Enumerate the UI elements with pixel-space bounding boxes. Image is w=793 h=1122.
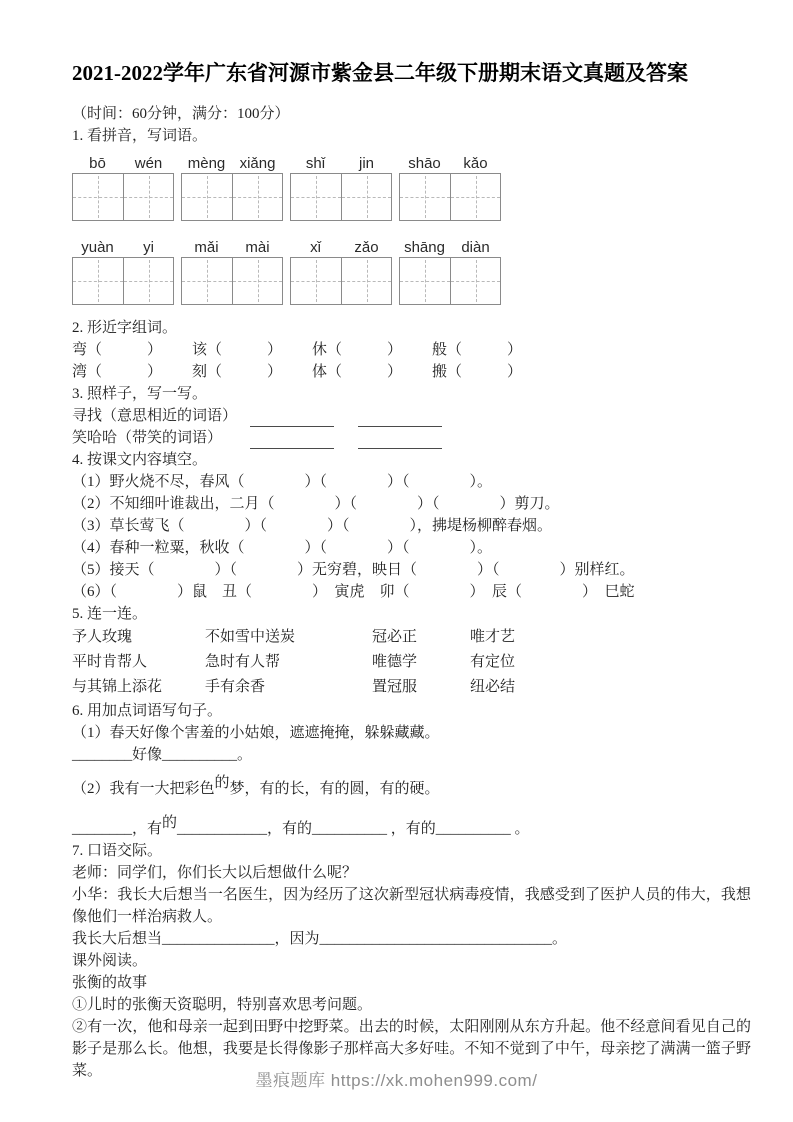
pinyin-label-group [290, 155, 392, 172]
q2-word-cell: 体（ ） [312, 364, 403, 381]
story-paragraph-2: ②有一次，他和母亲一起到田野中挖野菜。出去的时候，太阳刚刚从东方升起。他不经意间看见自己的影子是那么长。他想，我要是长得像影子那样高大多好哇。不知不觉到了中午，母亲挖了满满一篮子野菜。 [72, 1019, 751, 1080]
writing-grid-group [72, 257, 174, 305]
q4-item: （3）草长莺飞（ ）（ ）（ ），拂堤杨柳醉春烟。 [72, 518, 553, 535]
q4-item: （4）春种一粒粟，秋收（ ）（ ）（ ）。 [72, 540, 493, 557]
q3-example-prompt: 寻找（意思相近的词语） [72, 408, 238, 425]
question-5-header: 5. 连一连。 [72, 606, 148, 623]
match-item: 有定位 [470, 654, 516, 671]
writing-grid-cell [341, 174, 391, 220]
writing-grid-cell [400, 258, 450, 304]
pinyin-label: yuàn [81, 239, 114, 257]
pinyin-label: wén [134, 155, 163, 173]
match-item: 予人玫瑰 [72, 629, 133, 646]
pinyin-label: kǎo [463, 155, 488, 173]
pinyin-label: mài [245, 239, 270, 257]
pinyin-labels-row-1 [72, 155, 751, 172]
writing-grid-cell [123, 258, 173, 304]
q6-answer-2-text: ________，有 [72, 821, 163, 838]
match-item: 置冠服 [372, 679, 418, 696]
writing-grid-cell [291, 174, 341, 220]
page-title: 2021-2022学年广东省河源市紫金县二年级下册期末语文真题及答案 [72, 61, 688, 85]
match-item: 冠必正 [372, 629, 418, 646]
q5-match-grid [72, 625, 751, 700]
reading-section-header: 课外阅读。 [72, 953, 148, 970]
writing-grid-cell [123, 174, 173, 220]
match-item: 不如雪中送炭 [205, 629, 296, 646]
match-item: 唯才艺 [470, 629, 516, 646]
q3-example-row [72, 405, 751, 427]
q6-item-1: （1）春天好像个害羞的小姑娘，遮遮掩掩，躲躲藏藏。 [72, 725, 440, 742]
match-item: 纽必结 [470, 679, 516, 696]
writing-grid-cell [450, 174, 500, 220]
pinyin-labels-row-2 [72, 239, 751, 256]
pinyin-label-group [72, 155, 174, 172]
q4-item: （2）不知细叶谁裁出，二月（ ）（ ）（ ）剪刀。 [72, 496, 560, 513]
blank-line [358, 410, 442, 427]
writing-grid-group [181, 257, 283, 305]
pinyin-label-group [290, 239, 392, 256]
writing-grid-row-2 [72, 257, 751, 305]
pinyin-label: shāng [404, 239, 445, 257]
q4-item: （6）（ ）鼠 丑（ ） 寅虎 卯（ ） 辰（ ） 巳蛇 [72, 584, 635, 601]
writing-grid-group [290, 173, 392, 221]
pinyin-label: jin [358, 155, 374, 173]
pinyin-label-group [399, 155, 501, 172]
writing-grid-row-1 [72, 173, 751, 221]
teacher-line: 老师：同学们，你们长大以后想做什么呢？ [72, 865, 358, 882]
q4-item: （1）野火烧不尽，春风（ ）（ ）（ ）。 [72, 474, 493, 491]
question-3 [72, 383, 751, 449]
question-7 [72, 840, 751, 950]
writing-grid-group [290, 257, 392, 305]
writing-grid-cell [291, 258, 341, 304]
emphasized-de: 的 [214, 775, 230, 792]
writing-grid-cell [182, 174, 232, 220]
q6-item-2-text: 梦，有的长，有的圆，有的硬。 [229, 781, 440, 798]
pinyin-label: zǎo [354, 239, 379, 257]
pinyin-label: shāo [408, 155, 441, 173]
question-6-header: 6. 用加点词语写句子。 [72, 703, 223, 720]
pinyin-label: xǐ [310, 239, 321, 257]
question-7-header: 7. 口语交际。 [72, 843, 163, 860]
writing-grid-cell [232, 174, 282, 220]
emphasized-de: 的 [162, 815, 178, 832]
writing-grid-group [399, 173, 501, 221]
q6-item-2-text: （2）我有一大把彩色 [72, 781, 215, 798]
q2-row-2 [72, 361, 751, 383]
q2-word-cell: 刻（ ） [192, 364, 283, 381]
pinyin-label-group [181, 155, 283, 172]
q4-item: （5）接天（ ）（ ）无穷碧，映日（ ）（ ）别样红。 [72, 562, 635, 579]
match-item: 急时有人帮 [205, 654, 281, 671]
q6-answer-2-text: ____________，有的__________ ，有的__________ 。 [177, 821, 530, 838]
pinyin-label: xiǎng [239, 155, 276, 173]
q2-row-1 [72, 339, 751, 361]
blank-line [250, 410, 334, 427]
blank-line [358, 432, 442, 449]
pinyin-label-group [181, 239, 283, 256]
question-6 [72, 700, 751, 840]
pinyin-label: mèng [187, 155, 226, 173]
q3-example-row [72, 427, 751, 449]
q7-answer-line: 我长大后想当_______________，因为_______________________________。 [72, 931, 568, 948]
question-1 [72, 125, 751, 305]
story-paragraph-1: ①儿时的张衡天资聪明，特别喜欢思考问题。 [72, 997, 373, 1014]
blank-line [250, 432, 334, 449]
writing-grid-group [72, 173, 174, 221]
question-4 [72, 449, 751, 603]
pinyin-label: diàn [461, 239, 490, 257]
question-5 [72, 603, 751, 700]
reading-section [72, 950, 751, 1082]
question-2-header: 2. 形近字组词。 [72, 320, 178, 337]
exam-info-line: （时间：60分钟，满分：100分） [72, 106, 290, 123]
pinyin-label: shǐ [305, 155, 326, 173]
question-3-header: 3. 照样子，写一写。 [72, 386, 208, 403]
question-1-header: 1. 看拼音，写词语。 [72, 128, 208, 145]
writing-grid-cell [73, 174, 123, 220]
match-item: 手有余香 [205, 679, 266, 696]
pinyin-label: mǎi [194, 239, 219, 257]
site-footer: 墨痕题库 https://xk.mohen999.com/ [255, 1071, 538, 1090]
pinyin-label: yi [143, 239, 154, 257]
writing-grid-cell [73, 258, 123, 304]
pinyin-label-group [399, 239, 501, 256]
question-4-header: 4. 按课文内容填空。 [72, 452, 208, 469]
match-item: 唯德学 [372, 654, 418, 671]
writing-grid-cell [400, 174, 450, 220]
writing-grid-cell [341, 258, 391, 304]
q2-word-cell: 湾（ ） [72, 364, 163, 381]
q2-word-cell: 该（ ） [192, 342, 283, 359]
q2-word-cell: 搬（ ） [432, 364, 523, 381]
writing-grid-cell [182, 258, 232, 304]
q2-word-cell: 弯（ ） [72, 342, 163, 359]
pinyin-label-group [72, 239, 174, 256]
writing-grid-group [181, 173, 283, 221]
writing-grid-cell [232, 258, 282, 304]
writing-grid-group [399, 257, 501, 305]
student-line: 小华：我长大后想当一名医生，因为经历了这次新型冠状病毒疫情，我感受到了医护人员的伟大，我想像他们一样治病救人。 [72, 887, 751, 926]
question-2 [72, 317, 751, 383]
story-title: 张衡的故事 [72, 975, 148, 992]
q6-answer-1: ________好像__________。 [72, 747, 253, 764]
match-item: 平时肯帮人 [72, 654, 148, 671]
q6-item-2 [72, 775, 751, 800]
writing-grid-cell [450, 258, 500, 304]
q2-word-cell: 休（ ） [312, 342, 403, 359]
q6-answer-2 [72, 815, 751, 840]
pinyin-label: bō [89, 155, 106, 173]
q2-word-cell: 般（ ） [432, 342, 523, 359]
q3-example-prompt: 笑哈哈（带笑的词语） [72, 430, 223, 447]
match-item: 与其锦上添花 [72, 679, 163, 696]
